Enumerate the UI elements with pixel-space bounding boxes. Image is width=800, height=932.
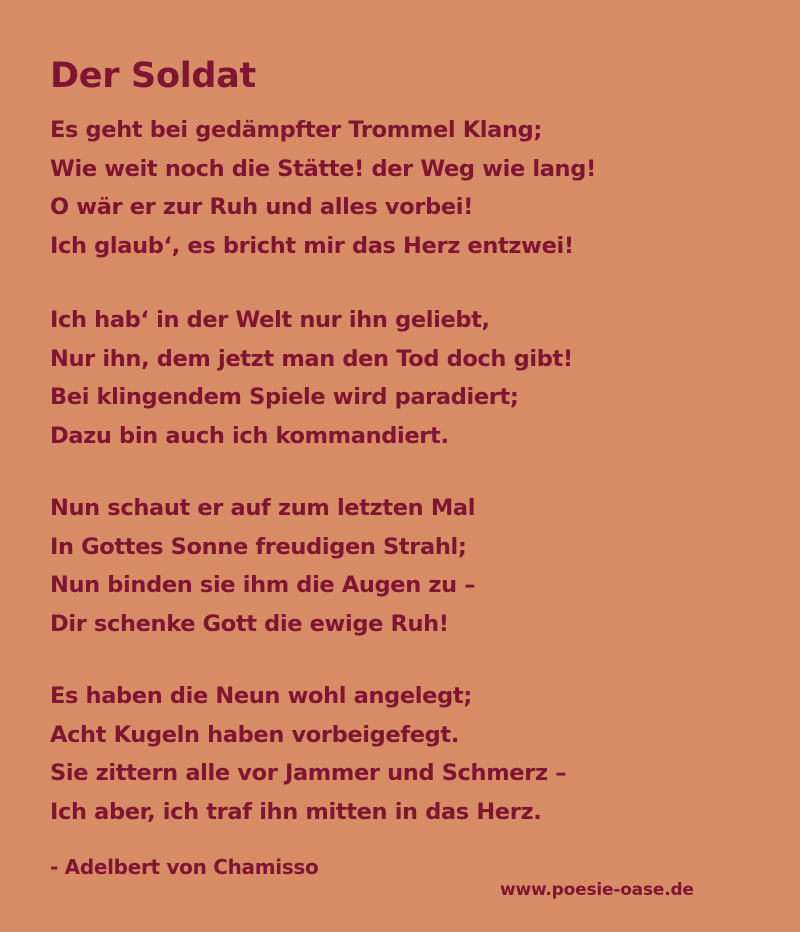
poem-line: O wär er zur Ruh und alles vorbei!: [50, 194, 474, 220]
poem-line: Nun schaut er auf zum letzten Mal: [50, 495, 476, 521]
poem-line: Dir schenke Gott die ewige Ruh!: [50, 610, 449, 637]
stanza-4: [50, 677, 566, 831]
poem-line: Acht Kugeln haben vorbeigefegt.: [50, 721, 460, 748]
poem-line: Nun binden sie ihm die Augen zu –: [50, 572, 476, 598]
poem-title: Der Soldat: [50, 56, 256, 96]
poem-line: Es haben die Neun wohl angelegt;: [50, 683, 472, 709]
poem-line: Nur ihn, dem jetzt man den Tod doch gibt!: [50, 345, 573, 372]
stanza-2: [50, 301, 573, 455]
poem-line: Wie weit noch die Stätte! der Weg wie lang!: [50, 155, 596, 182]
poem-line: In Gottes Sonne freudigen Strahl;: [50, 533, 467, 560]
poem-line: Es geht bei gedämpfter Trommel Klang;: [50, 117, 543, 143]
poem-line: Ich glaub‘, es bricht mir das Herz entzwei!: [50, 232, 574, 259]
poem-line: Sie zittern alle vor Jammer und Schmerz –: [50, 760, 567, 786]
stanza-1: [50, 111, 596, 265]
stanza-3: [50, 489, 475, 643]
website-url: www.poesie-oase.de: [500, 880, 694, 900]
poem-line: Ich hab‘ in der Welt nur ihn geliebt,: [50, 307, 490, 333]
poem-line: Bei klingendem Spiele wird paradiert;: [50, 384, 519, 410]
poem-line: Ich aber, ich traf ihn mitten in das Herz.: [50, 798, 542, 825]
poem-author: - Adelbert von Chamisso: [50, 855, 319, 879]
poem-line: Dazu bin auch ich kommandiert.: [50, 422, 449, 449]
